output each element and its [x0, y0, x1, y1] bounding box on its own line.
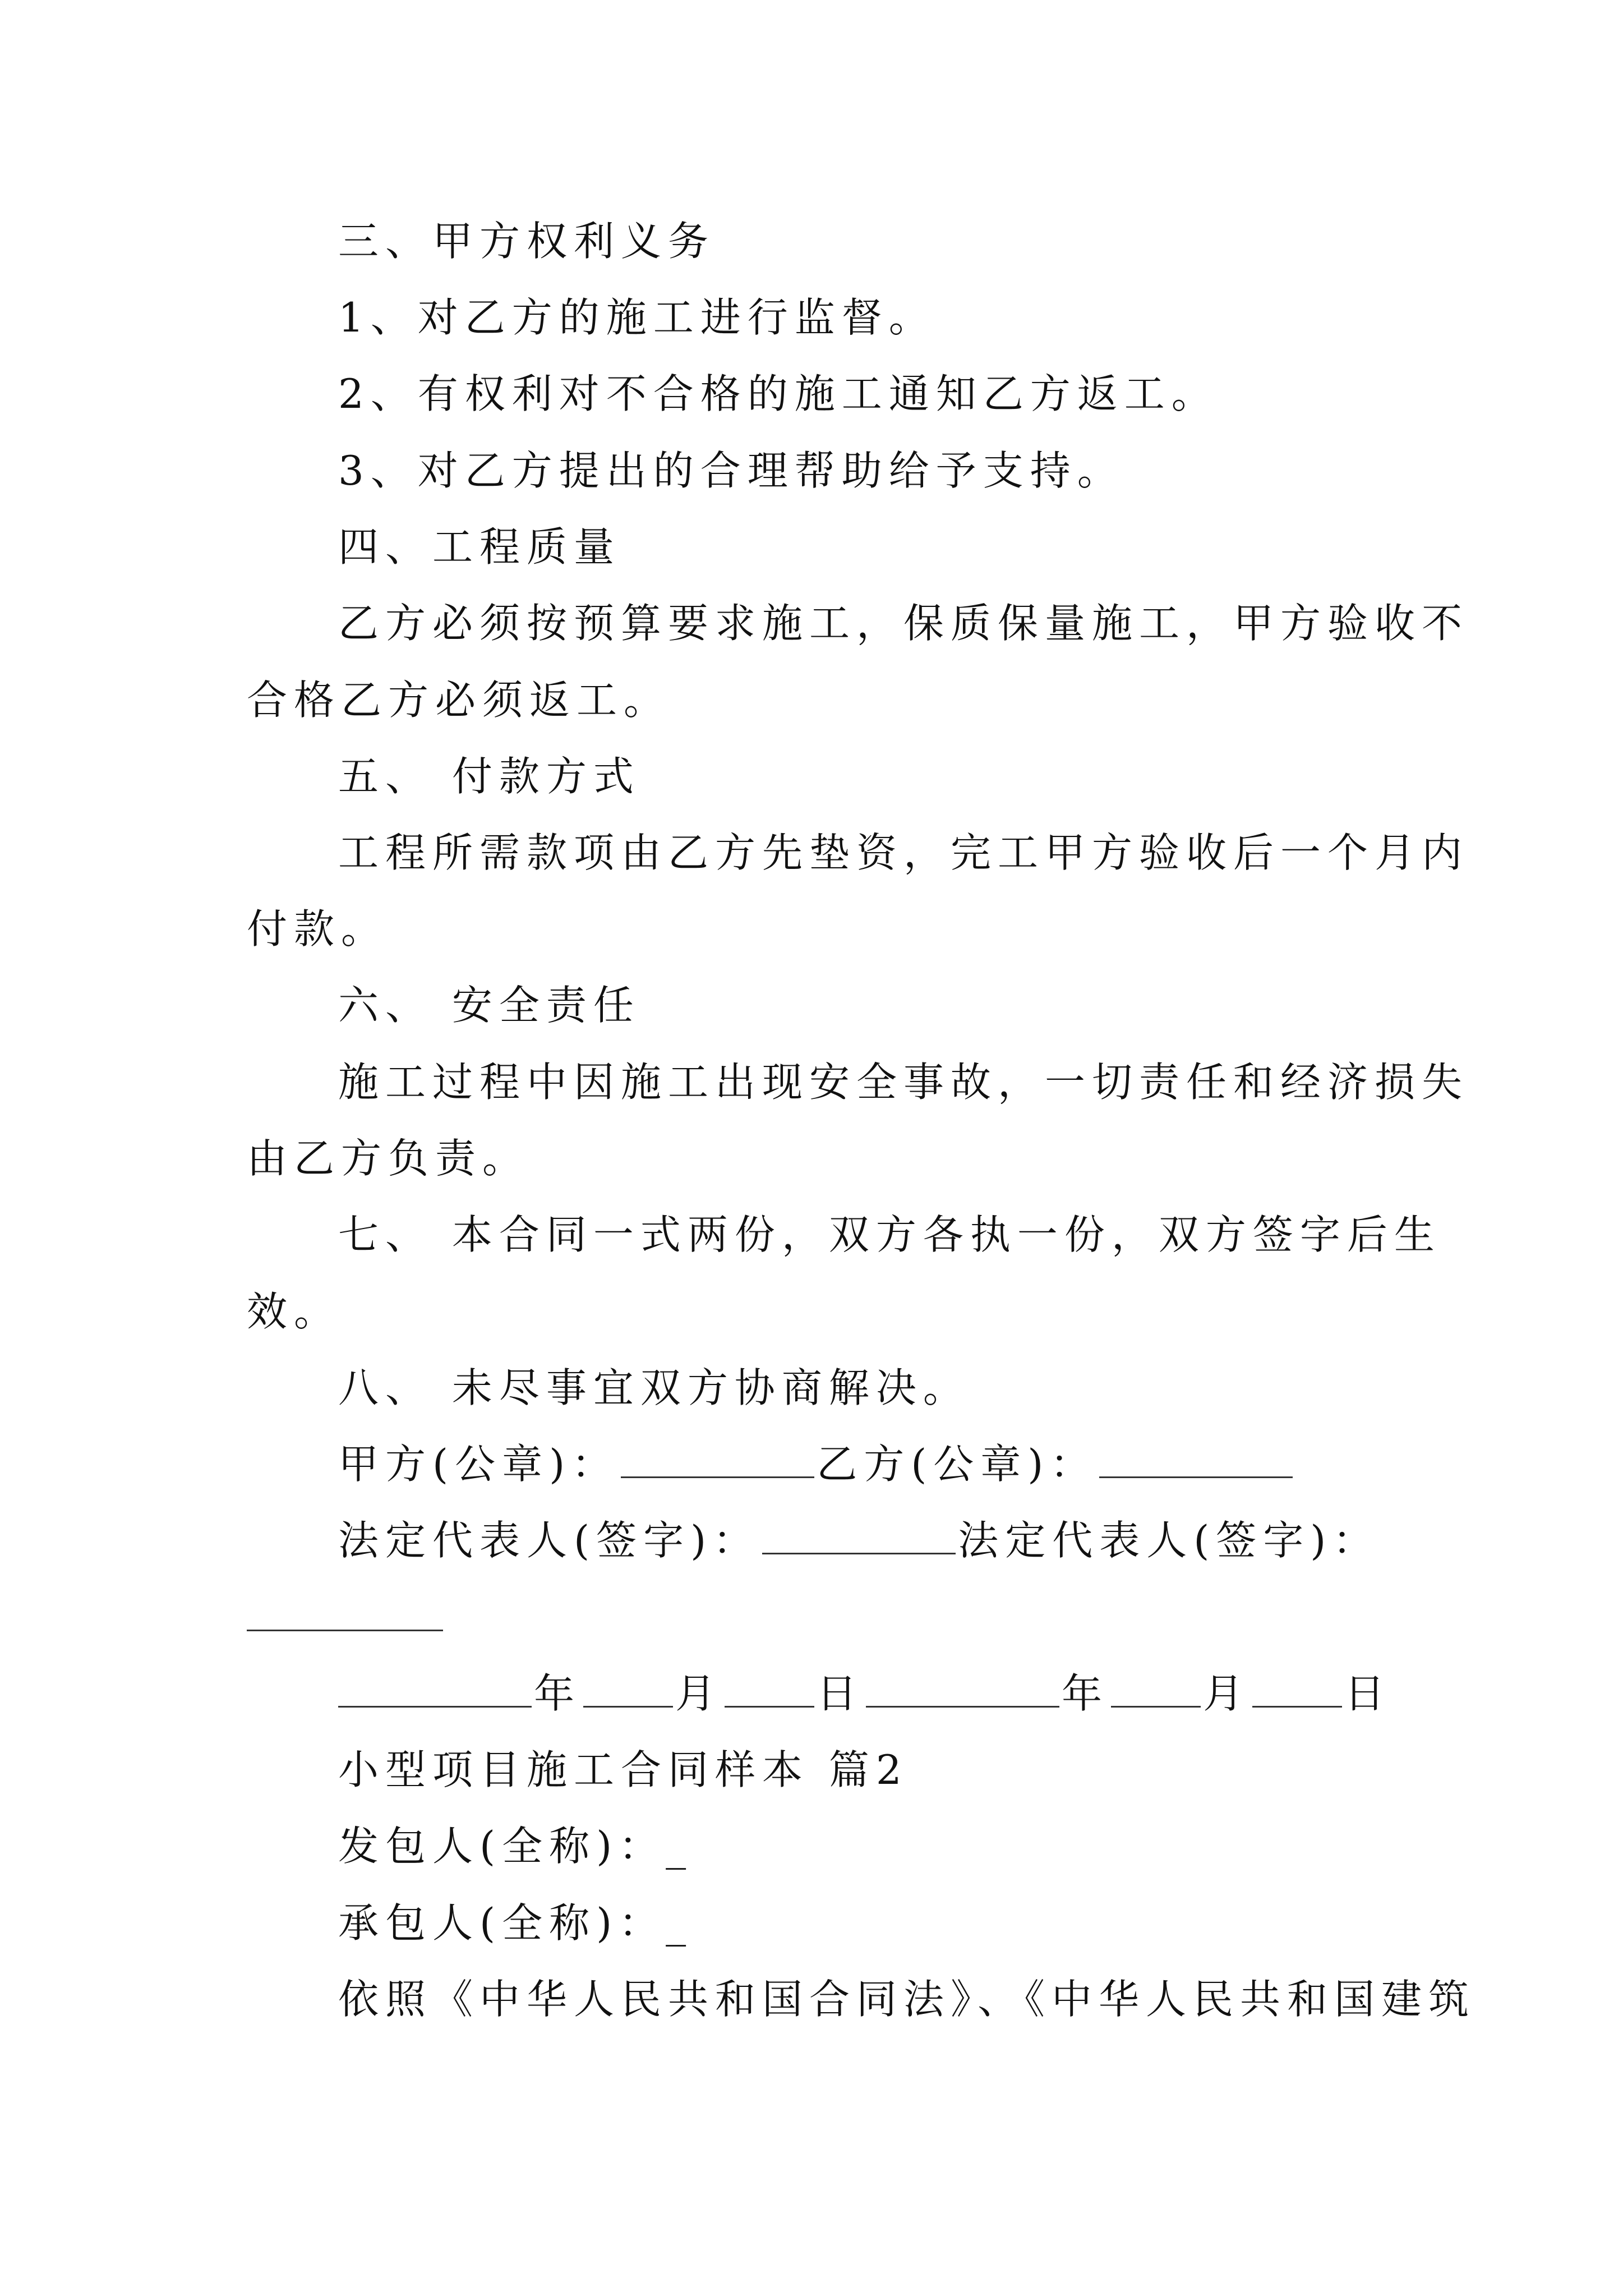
- rep-a-blank: [762, 1518, 956, 1554]
- party-b-seal-blank: [1099, 1442, 1293, 1478]
- section-8-text: 八、 未尽事宜双方协商解决。: [338, 1364, 970, 1411]
- section-3-item-2: 2、有权利对不合格的施工通知乙方返工。: [338, 370, 1219, 417]
- date-a-month-blank: [583, 1671, 673, 1708]
- rep-b-blank: [247, 1595, 443, 1631]
- section-6-heading: 六、 安全责任: [338, 982, 640, 1029]
- party-b-seal-label: 乙方(公章)：: [817, 1441, 1098, 1488]
- date-a-year-blank: [338, 1671, 532, 1708]
- date-line: [338, 1668, 1477, 1719]
- date-b-year-label: 年: [1062, 1670, 1109, 1717]
- date-b-month-label: 月: [1203, 1670, 1251, 1717]
- section-3-heading: 三、甲方权利义务: [338, 218, 716, 265]
- party-a-seal-label: 甲方(公章)：: [338, 1441, 619, 1488]
- date-b-year-blank: [866, 1671, 1059, 1708]
- employer-line: 发包人(全称)：_: [338, 1823, 693, 1870]
- date-a-year-label: 年: [534, 1670, 582, 1717]
- section-6-text-line-2: 由乙方负责。: [247, 1135, 530, 1182]
- date-a-day-label: 日: [817, 1670, 864, 1717]
- date-a-day-blank: [725, 1671, 814, 1708]
- section-7-text-line-1: 七、 本合同一式两份，双方各执一份，双方签字后生: [338, 1211, 1441, 1258]
- rep-b-label: 法定代表人(签字)：: [958, 1517, 1380, 1564]
- contractor-line: 承包人(全称)：_: [338, 1899, 693, 1947]
- date-b-day-blank: [1252, 1671, 1342, 1708]
- representative-line: [338, 1515, 1477, 1566]
- section-4-text-line-1: 乙方必须按预算要求施工，保质保量施工，甲方验收不: [338, 600, 1469, 647]
- date-b-month-blank: [1111, 1671, 1201, 1708]
- date-a-month-label: 月: [675, 1670, 723, 1717]
- section-4-text-line-2: 合格乙方必须返工。: [247, 677, 671, 724]
- rep-a-label: 法定代表人(签字)：: [338, 1517, 760, 1564]
- rep-b-blank-line: [247, 1592, 1385, 1642]
- part-2-title: 小型项目施工合同样本 篇2: [338, 1746, 909, 1793]
- section-4-heading: 四、工程质量: [338, 523, 621, 570]
- section-3-item-1: 1、对乙方的施工进行监督。: [338, 294, 936, 341]
- section-7-text-line-2: 效。: [247, 1288, 342, 1335]
- party-a-seal-blank: [621, 1442, 814, 1478]
- section-5-text-line-2: 付款。: [247, 905, 389, 953]
- section-6-text-line-1: 施工过程中因施工出现安全事故，一切责任和经济损失: [338, 1059, 1469, 1106]
- section-3-item-3: 3、对乙方提出的合理帮助给予支持。: [338, 447, 1124, 494]
- section-5-text-line-1: 工程所需款项由乙方先垫资，完工甲方验收后一个月内: [338, 829, 1469, 876]
- seal-line: [338, 1439, 1477, 1489]
- date-b-day-label: 日: [1344, 1670, 1392, 1717]
- basis-line-1: 依照《中华人民共和国合同法》、《中华人民共和国建筑: [338, 1976, 1476, 2023]
- section-5-heading: 五、 付款方式: [338, 753, 640, 800]
